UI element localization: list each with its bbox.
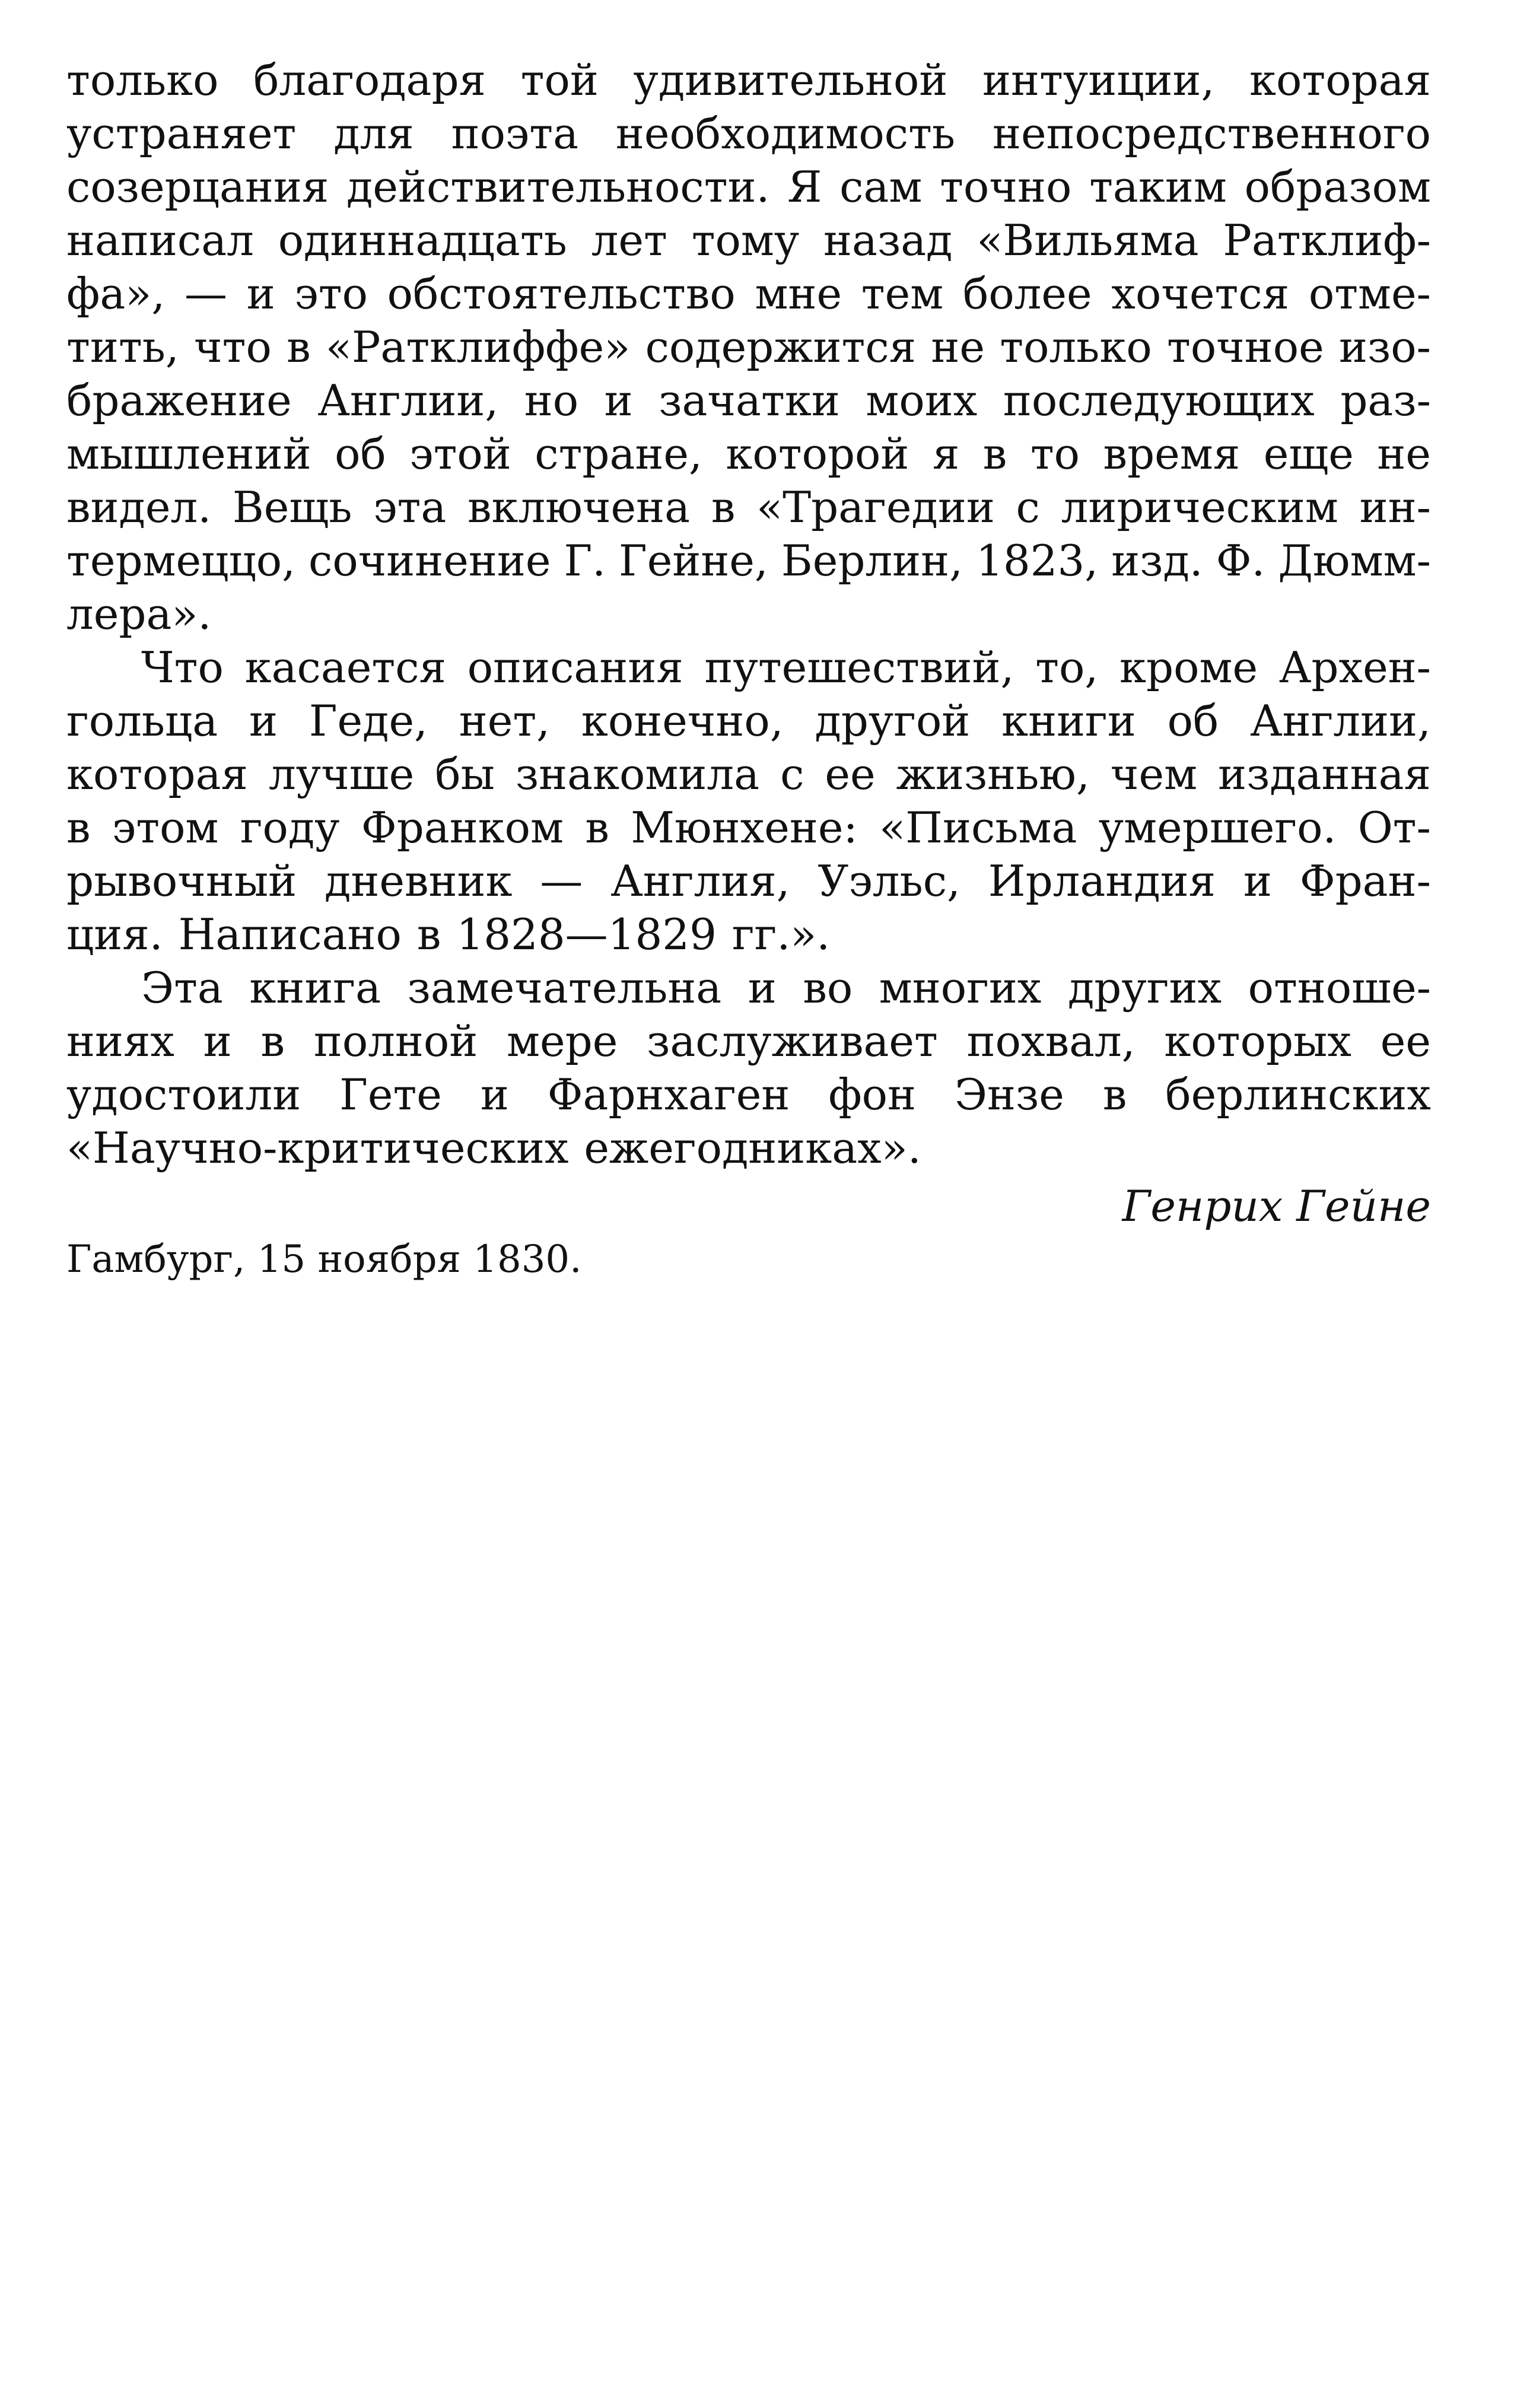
body-text xyxy=(66,53,1431,1175)
text-line: видел. Вещь эта включена в «Трагедии с лирическим ин- xyxy=(66,482,1431,532)
document-page xyxy=(66,53,1431,1286)
text-line: ниях и в полной мере заслуживает похвал, которых ее xyxy=(66,1016,1431,1066)
place-date: Гамбург, 15 ноября 1830. xyxy=(66,1238,582,1281)
text-line: мышлений об этой стране, которой я в то время еще не xyxy=(66,429,1431,479)
text-line: Эта книга замечательна и во многих других отноше- xyxy=(141,963,1431,1013)
text-line: «Научно-критических ежегодниках». xyxy=(66,1123,921,1173)
text-line: лера». xyxy=(66,589,212,639)
text-line: только благодаря той удивительной интуиции, которая xyxy=(66,55,1431,105)
text-line: которая лучше бы знакомила с ее жизнью, чем изданная xyxy=(66,749,1431,799)
author-signature: Генрих Гейне xyxy=(1122,1181,1431,1231)
text-line: бражение Англии, но и зачатки моих последующих раз- xyxy=(66,376,1431,425)
text-line: гольца и Геде, нет, конечно, другой книги об Англии, xyxy=(66,696,1431,746)
text-line: написал одиннадцать лет тому назад «Вильяма Ратклиф- xyxy=(66,215,1431,265)
text-line: созерцания действительности. Я сам точно таким образом xyxy=(66,162,1431,212)
text-line: фа», — и это обстоятельство мне тем более хочется отме- xyxy=(66,269,1431,319)
text-line: рывочный дневник — Англия, Уэльс, Ирландия и Фран- xyxy=(66,856,1431,906)
text-line: устраняет для поэта необходимость непосредственного xyxy=(66,109,1431,158)
text-line: Что касается описания путешествий, то, кроме Архен- xyxy=(141,642,1431,692)
text-line: тить, что в «Ратклиффе» содержится не только точное изо- xyxy=(66,322,1431,372)
text-line: в этом году Франком в Мюнхене: «Письма умершего. От- xyxy=(66,803,1431,852)
text-line: удостоили Гете и Фарнхаген фон Энзе в берлинских xyxy=(66,1070,1431,1119)
text-line: термеццо, сочинение Г. Гейне, Берлин, 1823, изд. Ф. Дюмм- xyxy=(66,536,1431,586)
text-line: ция. Написано в 1828—1829 гг.». xyxy=(66,909,831,959)
